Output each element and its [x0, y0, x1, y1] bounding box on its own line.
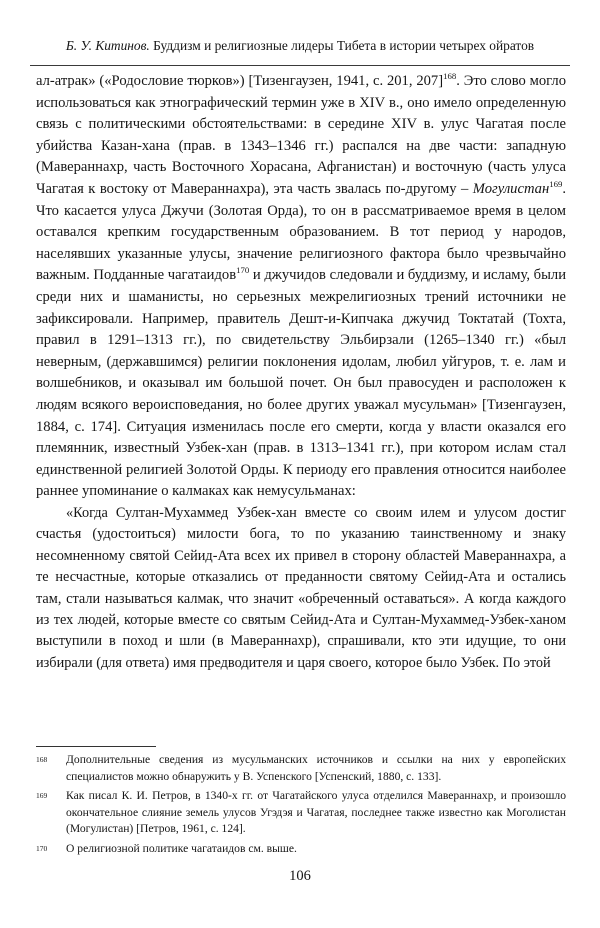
- footnote-ref-168: 168: [443, 71, 457, 82]
- header-author: Б. У. Китинов.: [65, 38, 150, 53]
- footnote-text: О религиозной политике чагатаидов см. выше.: [66, 841, 297, 855]
- footnotes: [36, 752, 566, 861]
- main-text: [36, 71, 566, 674]
- footnote-number: 170: [36, 843, 48, 853]
- header-title: Буддизм и религиозные лидеры Тибета в истории четырех ойратов: [153, 38, 535, 53]
- footnote-169: [36, 788, 566, 838]
- footnote-rule: [36, 746, 156, 747]
- page-number: 106: [289, 868, 311, 884]
- paragraph-1: ал-атрак» («Родословие тюрков») [Тизенгаузен, 1941, с. 201, 207]$^{168}$. Это слово могло использоваться как этнографический термин уже в XIV в., оно имело определенную связь с политическими обстоятельствами: в середине XIV в. улус Чагатая после убийства Казан-хана (прав. в 1343–1346 гг.) распался на две части: западную (Мавераннахр, часть Восточного Хорасана, Афганистан) и восточную (часть улуса Чагатая к востоку от Мавераннахра), эта часть звалась по-другому – Могулистан$^{169}$. Что касается улуса Джучи (Золотая Орда), то он в рассматриваемое время в целом оставался крепким государственным образованием. В тот период у народов, населявших указанные улусы, значение религиозного фактора было чрезвычайно важным. Подданные чагатаидов$^{170}$ и джучидов следовали и буддизму, и исламу, были среди них и шаманисты, но серьезных межрелигиозных трений источники не зафиксировали. Например, правитель Дешт-и-Кипчака джучид Токтатай (Тохта, правил в 1291–1313 гг.), по свидетельству Эльбирзали (1265–1340 гг.) «был неверным, (державшимся) религии поклонения идолам, любил уйгуров, т. е. лам и волшебников, и оказывал им большой почет. Он был правосуден и расположен к людям всякого вероисповедания, но более других уважал мусульман» [Тизенгаузен, 1884, с. 174]. Ситуация изменилась после его смерти, когда у власти оказался его племянник, известный Узбек-хан (прав. в 1313–1341 гг.), при котором ислам стал единственной религией Золотой Орды. К периоду его правления относится наиболее раннее упоминание о калмаках как немусульманах:: [36, 71, 567, 500]
- footnote-ref-170: 170: [236, 265, 250, 276]
- footnote-number: 168: [36, 755, 48, 764]
- footnote-170: [36, 841, 566, 858]
- running-header: [30, 38, 570, 54]
- paragraph-2-quote: «Когда Султан-Мухаммед Узбек-хан вместе со своим илем и улусом достиг счастья (удостоиться) милости бога, то по указанию таинственному и знаку несомненному святой Сейид-Ата всех их привел в сторону областей Мавераннахра, а те несчастные, которые отказались от преданности святому Сейид-Ата и остались там, стали называться калмак, что значит «обреченный оставаться». А когда каждого из тех людей, которые вместе со святым Сейид-Ата и Султан-Мухаммед-Узбек-ханом выступили в поход и шли (в Мавераннахр), спрашивали, кто эти идущие, то они избирали (для ответа) имя предводителя и царя своего, которое было Узбек. По этой: [36, 504, 566, 671]
- footnote-text: Дополнительные сведения из мусульманских источников и ссылки на них у европейских специалистов можно обнаружить у В. Успенского [Успенский, 1880, с. 133].: [66, 753, 566, 783]
- footnote-text: Как писал К. И. Петров, в 1340-х гг. от Чагатайского улуса отделился Мавераннахр, и произошло окончательное слияние земель улусов Угэдэя и Чагатая, последнее также известно как Моголистан (Могулистан) [Петров, 1961, с. 124].: [66, 789, 566, 836]
- footnote-ref-169: 169: [549, 179, 563, 190]
- header-rule: [30, 65, 570, 66]
- footnote-number: 169: [36, 791, 48, 801]
- mogulistan-term: Могулистан: [472, 180, 550, 197]
- footnote-168: [36, 752, 566, 785]
